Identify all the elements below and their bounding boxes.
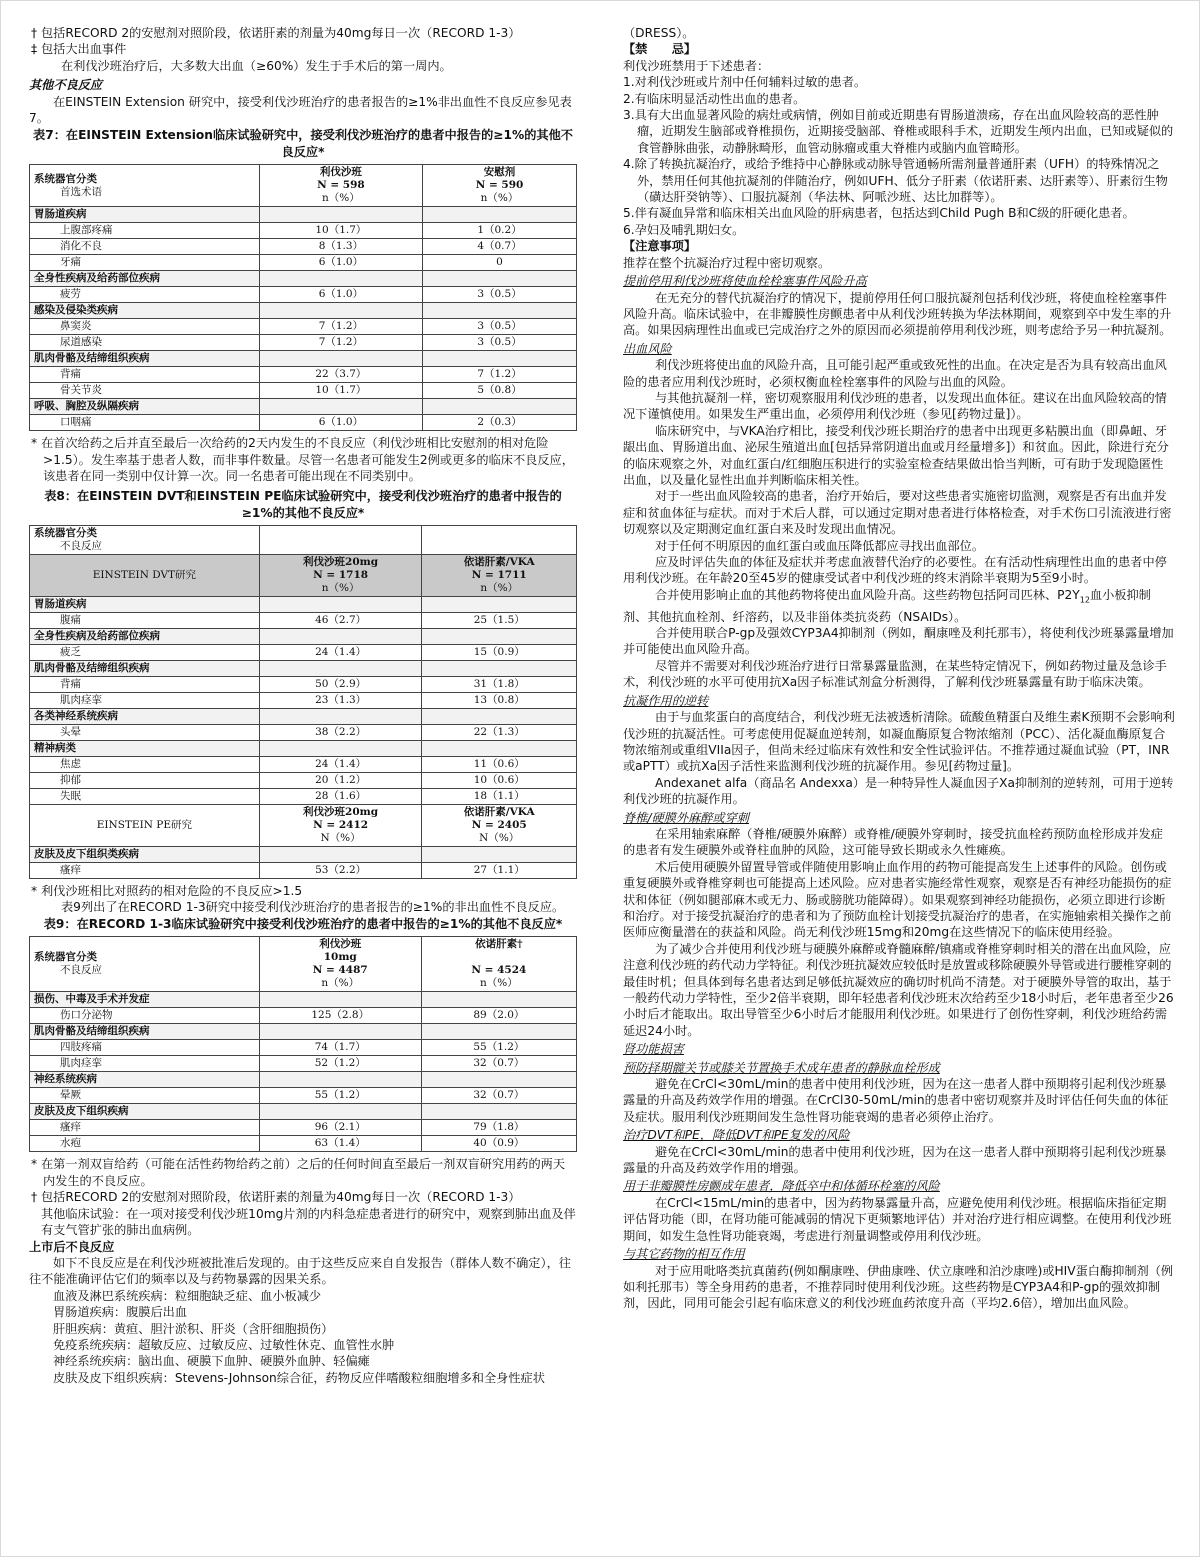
postmarket-text: 如下不良反应是在利伐沙班被批准后发现的。由于这些反应来自自发报告（群体人数不确定），往往不能准确评估它们的频率以及与药物暴露的因果关系。 [29,1255,571,1287]
table-row [30,1088,577,1104]
category-cell: 全身性疾病及给药部位疾病 [30,628,260,644]
bleeding-para-5: 对于任何不明原因的血红蛋白或血压降低都应寻找出血部位。 [655,538,985,553]
table-row [30,612,577,628]
term-cell: 焦虑 [30,756,260,772]
term-cell: 上腹部疼痛 [30,223,260,239]
bleeding-para-1: 利伐沙班将使出血的风险升高，且可能引起严重或致死性的出血。在决定是否为具有较高出血风险的患者应用利伐沙班时，必须权衡血栓栓塞事件的风险与出血的风险。 [623,358,1167,389]
table9-intro: 表9列出了在RECORD 1-3研究中接受利伐沙班治疗的患者报告的≥1%的非出血性不良反应。 [61,900,565,915]
value-cell-b: 79（1.8） [421,1120,576,1136]
table7-body [30,207,577,431]
value-cell-b: 13（0.8） [422,692,577,708]
category-cell: 胃肠道疾病 [30,207,260,223]
table-row [30,239,577,255]
term-cell: 疲乏 [30,644,260,660]
other-adverse-heading: 其他不良反应 [29,78,103,93]
table-category-row [30,271,577,287]
postmarket-item: 胃肠道疾病：腹膜后出血 [53,1305,188,1320]
value-cell-a: 24（1.4） [259,644,422,660]
table-row [30,383,577,399]
table-row [30,415,577,431]
value-cell-a: 6（1.0） [259,287,422,303]
term-cell: 伤口分泌物 [30,1008,260,1024]
postmarket-list [29,1288,577,1386]
table7-footnote: * 在首次给药之后并直至最后一次给药的2天内发生的不良反应（利伐沙班相比安慰剂的相对危险>1.5）。发生率基于患者人数，而非事件数量。尽管一名患者可能发生2例或更多的临床不良反应，该患者在同一类别中仅计算一次。同一名患者可能出现在不同类别中。 [31,436,574,484]
value-cell-a: 22（3.7） [259,367,422,383]
table-row [30,1120,577,1136]
table-row [30,756,577,772]
subheading-spinal-anesthesia: 脊椎/硬膜外麻醉或穿刺 [623,810,749,825]
value-cell-b: 40（0.9） [421,1136,576,1152]
subheading-renal-impairment: 肾功能损害 [623,1042,684,1057]
table-category-row [30,207,577,223]
table-category-row [30,351,577,367]
contraindication-item: 3.具有大出血显著风险的病灶或病情，例如目前或近期患有胃肠道溃疡，存在出血风险较高的恶性肿瘤，近期发生脑部或脊椎损伤，近期接受脑部、脊椎或眼科手术，近期发生颅内出血，已知或疑似的食管静脉曲张，动静脉畸形，血管动脉瘤或重大脊椎内或脑内血管畸形。 [623,108,1174,155]
value-cell-b: 3（0.5） [423,287,577,303]
table8-footnote: * 利伐沙班相比对照药的相对危险的不良反应>1.5 [31,883,303,898]
table-row [30,1056,577,1072]
contraindication-list [623,74,1175,238]
contraindication-heading: 【禁 忌】 [623,42,697,57]
category-cell: 肌肉骨骼及结缔组织疾病 [30,1024,260,1040]
value-cell-b: 22（1.3） [422,724,577,740]
contraindication-item: 6.孕妇及哺乳期妇女。 [623,222,745,237]
table-category-row [30,303,577,319]
precautions-heading: 【注意事项】 [623,239,697,254]
term-cell: 鼻窦炎 [30,319,260,335]
category-cell: 感染及侵染类疾病 [30,303,260,319]
table-row [30,319,577,335]
contraindication-intro: 利伐沙班禁用于下述患者： [623,58,770,73]
value-cell-a: 53（2.2） [259,862,422,878]
left-column [29,25,577,1386]
table9-footnote-1: * 在第一剂双盲给药（可能在活性药物给药之前）之后的任何时间直至最后一剂双盲研究用药的两天内发生的不良反应。 [31,1157,566,1188]
bleeding-para-4: 对于一些出血风险较高的患者，治疗开始后，要对这些患者实施密切监测，观察是否有出血并发症和贫血体征与症状。而对于术后人群，可以通过定期对患者进行体格检查，对手术伤口引流液进行密切观察以及定期测定血红蛋白来及时发现出血情况。 [623,489,1172,537]
value-cell-a: 7（1.2） [259,335,422,351]
value-cell-a: 55（1.2） [259,1088,421,1104]
table9: 系统器官分类 不良反应 利伐沙班 10mg N = 4487 n（%） 依诺肝素† N = 4524 n（%） 损伤、中毒及手术并发症 伤口分泌物 125（2.8） 89（2.0） 肌肉骨骼及结缔组织疾病 四肢疼痛 74（1.7） 55（1.2） 肌肉痉挛 52（1.2） 32（0.7） 神经系统疾病 晕厥 55（1.2） 32（0.7） 皮肤及皮下组织疾病 瘙痒 96（2.1） 79（1.8） 水疱 63（1.4） 40（0.9） [29,936,577,1152]
spinal-para-2: 术后使用硬膜外留置导管或伴随使用影响止血作用的药物可能提高发生上述事件的风险。创伤或重复硬膜外或脊椎穿刺也可能提高上述风险。应对患者实施经常性观察，观察是否有神经功能损伤的症状和体征（例如腿部麻木或无力、肠或膀胱功能障碍）。如果观察到神经功能损伤，必须立即进行诊断和治疗。对于接受抗凝治疗的患者和为了预防血栓计划接受抗凝治疗的患者，在实施轴索相关操作之前医师应衡量潜在的获益和风险。尚无利伐沙班15mg和20mg在这些情况下的临床使用经验。 [623,859,1172,940]
term-cell: 背痛 [30,676,260,692]
table8-caption: 表8：在EINSTEIN DVT和EINSTEIN PE临床试验研究中，接受利伐沙班治疗的患者中报告的≥1%的其他不良反应* [44,488,562,520]
value-cell-b: 11（0.6） [422,756,577,772]
category-cell: 神经系统疾病 [30,1072,260,1088]
term-cell: 牙痛 [30,255,260,271]
term-cell: 疲劳 [30,287,260,303]
other-trial-text: 其他临床试验：在一项对接受利伐沙班10mg片剂的内科急症患者进行的研究中，观察到肺出血及伴有支气管扩张的肺出血病例。 [41,1206,576,1238]
value-cell-a: 24（1.4） [259,756,422,772]
value-cell-a: 38（2.2） [259,724,422,740]
table9-body [30,992,577,1152]
table-row [30,1136,577,1152]
table-category-row [30,1104,577,1120]
right-column [623,25,1175,1312]
bleeding-para-3: 临床研究中，与VKA治疗相比，接受利伐沙班长期治疗的患者中出现更多粘膜出血（即鼻衄、牙龈出血、胃肠道出血、泌尿生殖道出血[包括异常阴道出血或月经量增多]）和贫血。因此，除进行充分的临床观察之外，对血红蛋白/红细胞压积进行的实验室检查结果做出恰当判断，可有助于发现隐匿性出血，以及量化显性出血并判断临床相关性。 [623,423,1169,487]
contraindication-item: 5.伴有凝血异常和临床相关出血风险的肝病患者，包括达到Child Pugh B和C级的肝硬化患者。 [623,206,1135,221]
table-category-row [30,660,577,676]
subheading-hip-knee: 预防择期髋关节或膝关节置换手术成年患者的静脉血栓形成 [623,1060,940,1075]
value-cell-b: 15（0.9） [422,644,577,660]
table-category-row [30,628,577,644]
table8: 系统器官分类 不良反应 EINSTEIN DVT研究 利伐沙班20mg N = 1718 n（%） 依诺肝素/VKA N = 1711 n（%） 胃肠道疾病 腹痛 46（2.7） 25（1.5） 全身性疾病及给药部位疾病 疲乏 24（1.4） 15（0.9） 肌肉骨骼及结缔组织疾病 背痛 50（2.9） 31（1.8） 肌肉痉挛 23（1.3） 13（0.8） 各类神经系统疾病 头晕 38（2.2） 22（1.3） 精神病类 焦虑 24（1.4） 11（0.6） 抑郁 20（1.2） 10（0.6） 失眠 28（1.6） 18（1.1） EINSTEIN PE研究 利伐沙班20mg N = 2412 N（%） 依诺肝素/VKA N = 2405 N（%） 皮肤及皮下组织类疾病 瘙痒 53（2.2） 27（1.1） [29,525,577,879]
table7: 系统器官分类 首选术语 利伐沙班 N = 598 n（%） 安慰剂 N = 590 n（%） 胃肠道疾病 上腹部疼痛 10（1.7） 1（0.2） 消化不良 8（1.3） 4（0.7） 牙痛 6（1.0） 0 全身性疾病及给药部位疾病 疲劳 6（1.0） 3（0.5） 感染及侵染类疾病 鼻窦炎 7（1.2） 3（0.5） 尿道感染 7（1.2） 3（0.5） 肌肉骨骼及结缔组织疾病 背痛 22（3.7） 7（1.2） 骨关节炎 10（1.7） 5（0.8） 呼吸、胸腔及纵隔疾病 口咽痛 6（1.0） 2（0.3） [29,164,577,431]
category-cell: 肌肉骨骼及结缔组织疾病 [30,351,260,367]
subheading-dvt-pe: 治疗DVT和PE，降低DVT和PE复发的风险 [623,1128,850,1143]
value-cell-a: 52（1.2） [259,1056,421,1072]
footnote-double-dagger: ‡ 包括大出血事件 [31,42,127,57]
value-cell-a: 20（1.2） [259,772,422,788]
table9-footnote-2: † 包括RECORD 2的安慰剂对照阶段，依诺肝素的剂量为40mg每日一次（RECORD 1-3） [31,1190,521,1205]
footnote-dagger: † 包括RECORD 2的安慰剂对照阶段，依诺肝素的剂量为40mg每日一次（RECORD 1-3） [31,26,521,40]
table-row [30,692,577,708]
value-cell-b: 31（1.8） [422,676,577,692]
table-row [30,1040,577,1056]
term-cell: 头晕 [30,724,260,740]
term-cell: 瘙痒 [30,1120,260,1136]
term-cell: 失眠 [30,788,260,804]
term-cell: 四肢疼痛 [30,1040,260,1056]
category-cell: 肌肉骨骼及结缔组织疾病 [30,660,260,676]
value-cell-b: 5（0.8） [423,383,577,399]
dress-continuation: （DRESS）。 [623,26,695,40]
spinal-para-1: 在采用轴索麻醉（脊椎/硬膜外麻醉）或脊椎/硬膜外穿刺时，接受抗血栓药预防血栓形成并发症的患者有发生硬膜外或脊柱血肿的风险，这可能导致长期或永久性瘫痪。 [623,826,1163,858]
value-cell-a: 6（1.0） [259,415,422,431]
postmarket-item: 免疫系统疾病：超敏反应、过敏反应、过敏性休克、血管性水肿 [53,1337,395,1352]
value-cell-a: 28（1.6） [259,788,422,804]
term-cell: 尿道感染 [30,335,260,351]
value-cell-a: 50（2.9） [259,676,422,692]
value-cell-a: 96（2.1） [259,1120,421,1136]
bleeding-note: 在利伐沙班治疗后，大多数大出血（≥60%）发生于手术后的第一周内。 [61,58,452,73]
table-row [30,223,577,239]
hip-knee-text: 避免在CrCl<30mL/min的患者中使用利伐沙班，因为在这一患者人群中预期将引起利伐沙班暴露量的升高及药效学作用的增强。在CrCl30-50mL/min的患者中密切观察并及时评估任何失血的体征及症状。服用利伐沙班期间发生急性肾功能衰竭的患者必须停止治疗。 [623,1077,1169,1124]
category-cell: 呼吸、胸腔及纵隔疾病 [30,399,260,415]
table-row [30,335,577,351]
table-row [30,788,577,804]
bleeding-para-7: 合并使用联合P-gp及强效CYP3A4抑制剂（例如，酮康唑及利托那韦），将使利伐沙班暴露量增加并可能使出血风险升高。 [623,626,1174,657]
value-cell-b: 4（0.7） [423,239,577,255]
term-cell: 腹痛 [30,612,260,628]
bleeding-para-8: 尽管并不需要对利伐沙班治疗进行日常暴露量监测，在某些特定情况下，例如药物过量及急诊手术，利伐沙班的水平可使用抗Xa因子标准试剂盒分析测得，了解利伐沙班暴露量有助于临床决策。 [623,658,1167,690]
precautions-intro: 推荐在整个抗凝治疗过程中密切观察。 [623,255,831,270]
reversal-para-2: Andexanet alfa（商品名 Andexxa）是一种特异性人凝血因子Xa抑制剂的逆转剂，可用于逆转利伐沙班的抗凝作用。 [623,775,1174,807]
category-cell: 损伤、中毒及手术并发症 [30,992,260,1008]
term-cell: 抑郁 [30,772,260,788]
table-row [30,676,577,692]
bleeding-para-6: 应及时评估失血的体征及症状并考虑血液替代治疗的必要性。在有活动性病理性出血的患者中停用利伐沙班。在年龄20至45岁的健康受试者中利伐沙班的终末消除半衰期为5至9小时。 [623,555,1167,586]
table-category-row [30,596,577,612]
af-text: 在CrCl<15mL/min的患者中，因为药物暴露量升高，应避免使用利伐沙班。根据临床指征定期评估肾功能（即，在肾功能可能减弱的情况下更频繁地评估）并对治疗进行相应调整。在使用利伐沙班期间，如发生急性肾功能衰竭，考虑进行剂量调整或停用利伐沙班。 [623,1195,1172,1243]
term-cell: 消化不良 [30,239,260,255]
table-category-row [30,1072,577,1088]
value-cell-b: 10（0.6） [422,772,577,788]
table-category-row [30,1024,577,1040]
early-discontinuation-text: 在无充分的替代抗凝治疗的情况下，提前停用任何口服抗凝剂包括利伐沙班，将使血栓栓塞事件风险升高。临床试验中，在非瓣膜性房颤患者中从利伐沙班转换为华法林期间，观察到卒中发生率的升高。如果因病理性出血或已完成治疗之外的原因而必须提前停用利伐沙班，则考虑给予另一种抗凝剂。 [623,290,1172,338]
value-cell-a: 125（2.8） [259,1008,421,1024]
table-row [30,724,577,740]
value-cell-a: 8（1.3） [259,239,422,255]
value-cell-a: 7（1.2） [259,319,422,335]
value-cell-b: 1（0.2） [423,223,577,239]
category-cell: 皮肤及皮下组织疾病 [30,1104,260,1120]
subheading-early-discontinuation: 提前停用利伐沙班将使血栓栓塞事件风险升高 [623,274,867,289]
interactions-text: 对于应用吡咯类抗真菌药(例如酮康唑、伊曲康唑、伏立康唑和泊沙康唑)或HIV蛋白酶抑制剂（例如利托那韦）等全身用药的患者，不推荐同时使用利伐沙班。这些药物是CYP3A4和P-gp的强效抑制剂，因此，同用可能会引起有临床意义的利伐沙班血药浓度升高（平均2.6倍），增加出血风险。 [623,1263,1174,1311]
table-row [30,255,577,271]
contraindication-item: 4.除了转换抗凝治疗，或给予维持中心静脉或动脉导管通畅所需剂量普通肝素（UFH）的特殊情况之外，禁用任何其他抗凝剂的伴随治疗，例如UFH、低分子肝素（依诺肝素、达肝素等）、肝素衍生物（磺达肝癸钠等）、口服抗凝剂（华法林、阿哌沙班、达比加群等）。 [623,157,1168,205]
value-cell-b: 0 [423,255,577,271]
table-category-row [30,399,577,415]
postmarket-item: 皮肤及皮下组织疾病：Stevens-Johnson综合征，药物反应伴嗜酸粒细胞增多和全身性症状 [53,1370,545,1385]
value-cell-b: 3（0.5） [423,335,577,351]
other-adverse-text: 在EINSTEIN Extension 研究中，接受利伐沙班治疗的患者报告的≥1%非出血性不良反应参见表7。 [29,94,572,126]
value-cell-a: 6（1.0） [259,255,422,271]
value-cell-b: 18（1.1） [422,788,577,804]
category-cell: 皮肤及皮下组织类疾病 [30,846,260,862]
value-cell-a: 46（2.7） [259,612,422,628]
value-cell-b: 25（1.5） [422,612,577,628]
bleeding-para-2: 与其他抗凝剂一样，密切观察服用利伐沙班的患者，以发现出血体征。建议在出血风险较高的情况下谨慎使用。如果发生严重出血，必须停用利伐沙班（参见[药物过量]）。 [623,390,1167,422]
term-cell: 背痛 [30,367,260,383]
term-cell: 肌肉痉挛 [30,1056,260,1072]
table-category-row [30,740,577,756]
term-cell: 骨关节炎 [30,383,260,399]
postmarket-item: 肝胆疾病：黄疸、胆汁淤积、肝炎（含肝细胞损伤） [53,1321,334,1336]
term-cell: 水疱 [30,1136,260,1152]
value-cell-a: 63（1.4） [259,1136,421,1152]
postmarket-item: 血液及淋巴系统疾病：粒细胞缺乏症、血小板减少 [53,1288,322,1303]
table7-caption: 表7：在EINSTEIN Extension临床试验研究中，接受利伐沙班治疗的患者中报告的≥1%的其他不良反应* [33,128,573,160]
postmarket-heading: 上市后不良反应 [29,1239,115,1254]
table8-dvt-body [30,596,577,804]
contraindication-item: 2.有临床明显活动性出血的患者。 [623,91,806,106]
subheading-interactions: 与其它药物的相互作用 [623,1247,745,1262]
table-row [30,287,577,303]
term-cell: 口咽痛 [30,415,260,431]
value-cell-b: 7（1.2） [423,367,577,383]
table9-caption: 表9：在RECORD 1-3临床试验研究中接受利伐沙班治疗的患者中报告的≥1%的其他不良反应* [43,917,563,932]
table-category-row [30,992,577,1008]
subheading-bleeding-risk: 出血风险 [623,341,672,356]
value-cell-b: 27（1.1） [422,862,577,878]
term-cell: 肌肉痉挛 [30,692,260,708]
table-row [30,1008,577,1024]
table-row [30,772,577,788]
value-cell-a: 10（1.7） [259,383,422,399]
reversal-para-1: 由于与血浆蛋白的高度结合，利伐沙班无法被透析清除。硫酸鱼精蛋白及维生素K预期不会影响利伐沙班的抗凝活性。可考虑使用促凝血逆转剂，如凝血酶原复合物浓缩剂（PCC）、活化凝血酶原复合物浓缩剂或重组VIIa因子，但尚未经过临床有效性和安全性试验评估。不推荐通过凝血试验（PT，INR或aPTT）或抗Xa因子活性来监测利伐沙班的抗凝作用。参见[药物过量]。 [623,710,1175,774]
category-cell: 各类神经系统疾病 [30,708,260,724]
value-cell-a: 10（1.7） [259,223,422,239]
value-cell-b: 3（0.5） [423,319,577,335]
spinal-para-3: 为了减少合并使用利伐沙班与硬膜外麻醉或脊髓麻醉/镇痛或脊椎穿刺时相关的潜在出血风险，应注意利伐沙班的药代动力学特征。利伐沙班抗凝效应较低时是放置或移除硬膜外导管或进行腰椎穿刺的最佳时机；但具体到每名患者达到足够低抗凝效应的确切时机尚不清楚。对于硬膜外导管的取出，基于一般药代动力学特性，至少2倍半衰期，即年轻患者利伐沙班末次给药至少18小时后，老年患者至少26小时后才能取出。取出导管至少6小时后才能服用利伐沙班。如果进行了创伤性穿刺，利伐沙班给药需延迟24小时。 [623,941,1174,1038]
table-row [30,862,577,878]
value-cell-a: 74（1.7） [259,1040,421,1056]
table-row [30,644,577,660]
value-cell-b: 32（0.7） [421,1088,576,1104]
bleeding-para-p2y12: 合并使用影响止血的其他药物将使出血风险升高。这些药物包括阿司匹林、$P2Y_{12}$血小板抑制剂、其他抗血栓剂、纤溶药，以及非甾体类抗炎药（NSAIDs）。 [623,587,1151,624]
contraindication-item: 1.对利伐沙班或片剂中任何辅料过敏的患者。 [623,75,867,90]
category-cell: 胃肠道疾病 [30,596,260,612]
dvt-pe-text: 避免在CrCl<30mL/min的患者中使用利伐沙班，因为在这一患者人群中预期将引起利伐沙班暴露量的升高及药效学作用的增强。 [623,1144,1167,1176]
table-category-row [30,708,577,724]
value-cell-b: 89（2.0） [421,1008,576,1024]
subheading-reversal: 抗凝作用的逆转 [623,693,709,708]
table-category-row [30,846,577,862]
subheading-af: 用于非瓣膜性房颤成年患者，降低卒中和体循环栓塞的风险 [623,1179,940,1194]
category-cell: 全身性疾病及给药部位疾病 [30,271,260,287]
value-cell-a: 23（1.3） [259,692,422,708]
table8-pe-body [30,846,577,878]
term-cell: 瘙痒 [30,862,260,878]
category-cell: 精神病类 [30,740,260,756]
table-row [30,367,577,383]
value-cell-b: 32（0.7） [421,1056,576,1072]
postmarket-item: 神经系统疾病：脑出血、硬膜下血肿、硬膜外血肿、轻偏瘫 [53,1354,370,1369]
value-cell-b: 2（0.3） [423,415,577,431]
term-cell: 晕厥 [30,1088,260,1104]
value-cell-b: 55（1.2） [421,1040,576,1056]
